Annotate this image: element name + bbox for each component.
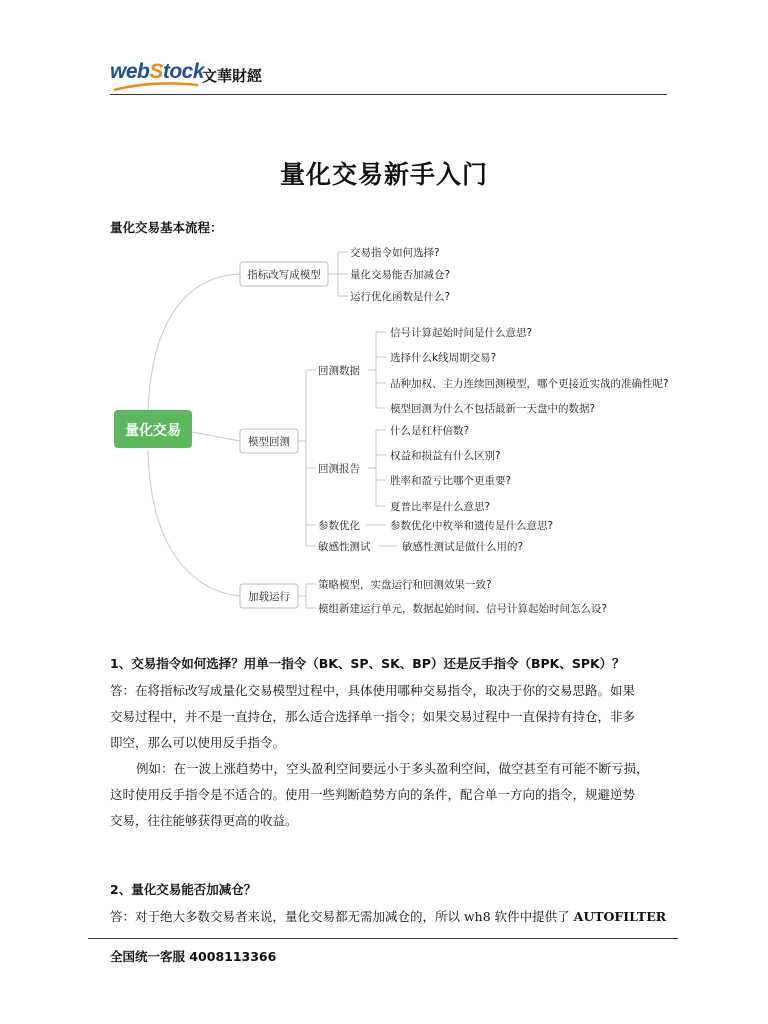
- branch-node-indicator-to-model: [240, 262, 328, 286]
- autofilter-keyword: AUTOFILTER: [573, 909, 667, 924]
- sub-sensitivity-test: 敏感性测试: [318, 541, 371, 553]
- footer-divider: [88, 938, 678, 939]
- leaf-enum-vs-genetic: 参数优化中枚举和遗传是什么意思?: [390, 520, 554, 532]
- branch-node-backtest: [240, 429, 298, 453]
- question-2-heading: 2、量化交易能否加减仓？: [110, 882, 257, 897]
- leaf-leverage: 什么是杠杆倍数?: [390, 425, 470, 437]
- answer-1-line-2: 交易过程中，并不是一直持仓，那么适合选择单一指令；如果交易过程中一直保持有持仓，非多: [110, 709, 636, 724]
- header-divider: [110, 94, 667, 95]
- leaf-optimize-function: 运行优化函数是什么?: [350, 291, 451, 303]
- question-1-heading: 1、交易指令如何选择？用单一指令（BK、SP、SK、BP）还是反手指令（BPK、SPK）？: [110, 656, 625, 671]
- leaf-latest-day-data: 模型回测为什么不包括最新一天盘中的数据?: [390, 403, 596, 415]
- leaf-trade-order-choice: 交易指令如何选择?: [350, 247, 440, 259]
- leaf-weighted-vs-main: 品种加权、主力连续回测模型，哪个更接近实战的准确性呢?: [390, 378, 669, 390]
- answer-1-line-1: 答：在将指标改写成量化交易模型过程中，具体使用哪种交易指令，取决于你的交易思路。如果: [110, 683, 636, 698]
- svg-text:量化交易: 量化交易: [125, 423, 181, 439]
- svg-text:加载运行: 加载运行: [248, 591, 290, 603]
- header: [110, 54, 667, 94]
- svg-text:指标改写成模型: 指标改写成模型: [247, 269, 321, 281]
- leaf-equity-vs-pnl: 权益和损益有什么区别?: [390, 450, 501, 462]
- answer-1-line-4: 例如：在一波上涨趋势中，空头盈利空间要远小于多头盈利空间，做空甚至有可能不断亏损，: [136, 761, 649, 776]
- sub-backtest-report: 回测报告: [318, 463, 360, 475]
- svg-text:模型回测: 模型回测: [248, 436, 290, 448]
- page-title: 量化交易新手入门: [279, 160, 488, 189]
- leaf-winrate-vs-ratio: 胜率和盈亏比哪个更重要?: [390, 475, 512, 487]
- leaf-live-vs-backtest: 策略模型，实盘运行和回测效果一致?: [318, 579, 492, 591]
- answer-1-line-3: 即空，那么可以使用反手指令。: [110, 735, 286, 750]
- leaf-sharpe-ratio: 夏普比率是什么意思?: [390, 501, 491, 513]
- sub-backtest-data: 回测数据: [318, 365, 360, 377]
- webstock-logo: webStock: [110, 60, 205, 83]
- branch-node-load-run: [240, 584, 298, 608]
- mind-map: [110, 236, 680, 621]
- leaf-add-reduce-position: 量化交易能否加减仓?: [350, 269, 451, 281]
- answer-1-line-6: 交易，往往能够获得更高的收益。: [110, 813, 298, 828]
- answer-1-line-5: 这时使用反手指令是不适合的。使用一些判断趋势方向的条件，配合单一方向的指令，规避逆势: [110, 787, 636, 802]
- logo-chinese-text: 文華財經: [202, 67, 263, 85]
- answer-2-text: 答：对于绝大多数交易者来说，量化交易都无需加减仓的，所以 wh8 软件中提供了: [110, 909, 574, 924]
- answer-2: [110, 904, 676, 930]
- root-node: [114, 410, 192, 448]
- leaf-sensitivity-purpose: 敏感性测试是做什么用的?: [402, 541, 524, 553]
- logo-swoosh-icon: [112, 82, 202, 92]
- answer-1: [110, 678, 676, 834]
- section-subhead: 量化交易基本流程：: [110, 220, 223, 235]
- leaf-new-run-unit: 模组新建运行单元，数据起始时间、信号计算起始时间怎么设?: [318, 603, 608, 615]
- footer-hotline: 全国统一客服 4008113366: [110, 949, 277, 964]
- leaf-kline-period: 选择什么k线周期交易?: [390, 352, 497, 364]
- leaf-signal-start-time: 信号计算起始时间是什么意思?: [390, 327, 533, 339]
- sub-param-optimize: 参数优化: [318, 520, 360, 532]
